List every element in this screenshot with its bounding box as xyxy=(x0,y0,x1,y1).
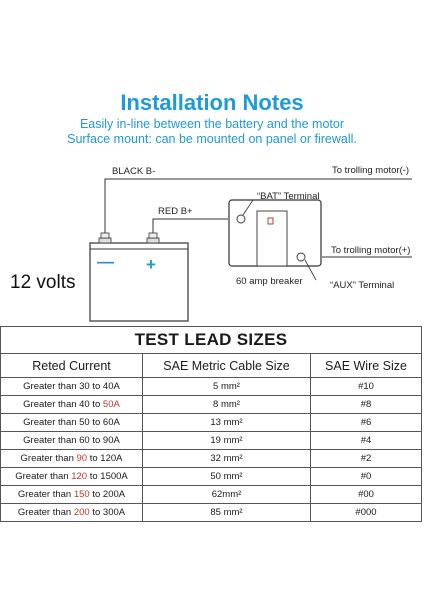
cell-wire-size: #6 xyxy=(311,414,422,432)
cell-current: Greater than 30 to 40A xyxy=(1,378,143,396)
aux-terminal-label: “AUX” Terminal xyxy=(330,280,395,291)
minus-sign: — xyxy=(97,252,114,271)
bat-terminal-screw xyxy=(237,215,245,223)
cell-metric-size: 19 mm² xyxy=(143,432,311,450)
cell-current: Greater than 50 to 60A xyxy=(1,414,143,432)
cell-metric-size: 85 mm² xyxy=(143,504,311,522)
header-wire-size: SAE Wire Size xyxy=(311,354,422,378)
cell-metric-size: 5 mm² xyxy=(143,378,311,396)
positive-post xyxy=(147,233,159,243)
to-motor-positive-label: To trolling motor(+) xyxy=(331,245,411,256)
cell-wire-size: #000 xyxy=(311,504,422,522)
table-row xyxy=(1,378,422,396)
cell-current: Greater than 150 to 200A xyxy=(1,486,143,504)
bat-terminal-label: “BAT” Terminal xyxy=(257,191,320,202)
table-body xyxy=(1,378,422,522)
subtitle-line-2: Surface mount: can be mounted on panel or firewall. xyxy=(67,132,357,146)
cell-wire-size: #10 xyxy=(311,378,422,396)
header-metric-size: SAE Metric Cable Size xyxy=(143,354,311,378)
cell-wire-size: #8 xyxy=(311,396,422,414)
cell-wire-size: #2 xyxy=(311,450,422,468)
circuit-breaker xyxy=(229,200,321,266)
cell-wire-size: #0 xyxy=(311,468,422,486)
table-title: TEST LEAD SIZES xyxy=(1,327,422,354)
table-row xyxy=(1,450,422,468)
cell-metric-size: 13 mm² xyxy=(143,414,311,432)
table-row xyxy=(1,486,422,504)
cell-current: Greater than 120 to 1500A xyxy=(1,468,143,486)
table-row xyxy=(1,468,422,486)
cell-current: Greater than 60 to 90A xyxy=(1,432,143,450)
red-wire xyxy=(153,219,228,238)
cell-wire-size: #4 xyxy=(311,432,422,450)
cell-current: Greater than 200 to 300A xyxy=(1,504,143,522)
cell-current: Greater than 90 to 120A xyxy=(1,450,143,468)
battery xyxy=(90,233,188,321)
aux-terminal-screw xyxy=(297,253,305,261)
subtitle-line-1: Easily in-line between the battery and the motor xyxy=(79,117,345,131)
table-row xyxy=(1,396,422,414)
cell-metric-size: 62mm² xyxy=(143,486,311,504)
page-title: Installation Notes xyxy=(120,90,304,115)
header-current: Reted Current xyxy=(1,354,143,378)
table-row xyxy=(1,414,422,432)
voltage-label: 12 volts xyxy=(10,272,76,293)
cell-metric-size: 50 mm² xyxy=(143,468,311,486)
breaker-label: 60 amp breaker xyxy=(236,276,303,287)
negative-post xyxy=(99,233,111,243)
black-wire-label: BLACK B- xyxy=(112,166,156,177)
plus-sign: + xyxy=(146,255,156,274)
cell-current: Greater than 40 to 50A xyxy=(1,396,143,414)
cell-wire-size: #00 xyxy=(311,486,422,504)
cell-metric-size: 8 mm² xyxy=(143,396,311,414)
table-row xyxy=(1,432,422,450)
test-lead-sizes-table xyxy=(0,326,422,522)
red-wire-label: RED B+ xyxy=(158,206,193,217)
to-motor-negative-label: To trolling motor(-) xyxy=(332,165,410,176)
cell-metric-size: 32 mm² xyxy=(143,450,311,468)
table-row xyxy=(1,504,422,522)
